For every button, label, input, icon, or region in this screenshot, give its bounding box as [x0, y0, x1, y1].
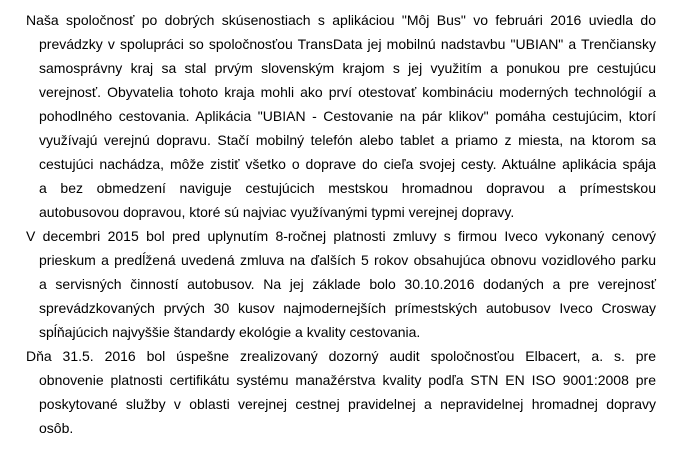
text-line: sprevádzkovaných prvých 30 kusov najmodernejších prímestských autobusov Iveco Crosway	[39, 300, 656, 316]
paragraph-iveco-contract	[26, 224, 656, 344]
text-line: pohodlného cestovania. Aplikácia "UBIAN - Cestovanie na pár klikov" pomáha cestujúcim, ktorí	[39, 108, 656, 124]
text-line: osôb.	[39, 420, 74, 436]
text-line: využívajú verejnú dopravu. Stačí mobilný telefón alebo tablet a priamo z miesta, na ktorom sa	[39, 132, 656, 148]
text-line: prevádzky v spolupráci so spoločnosťou TransData jej mobilnú nadstavbu "UBIAN" a Trenčiansky	[39, 36, 656, 52]
text-line: a servisných činností autobusov. Na jej základe bolo 30.10.2016 dodaných a pre verejnosť	[39, 276, 656, 292]
text-line: poskytované služby v oblasti verejnej cestnej pravidelnej a nepravidelnej hromadnej dopravy	[39, 396, 656, 412]
text-line: samosprávny kraj sa stal prvým slovenským krajom s jej využitím a ponukou pre cestujúcu	[39, 60, 656, 76]
text-line: Dňa 31.5. 2016 bol úspešne zrealizovaný dozorný audit spoločnosťou Elbacert, a. s. pre	[26, 348, 656, 364]
text-line: a bez obmedzení naviguje cestujúcich mestskou hromadnou dopravou a prímestskou	[39, 180, 656, 196]
text-line: obnovenie platnosti certifikátu systému manažérstva kvality podľa STN EN ISO 9001:2008 pre	[39, 372, 656, 388]
text-line: spĺňajúcich najvyššie štandardy ekológie a kvality cestovania.	[39, 324, 421, 340]
text-line: cestujúci nachádza, môže zistiť všetko o doprave do cieľa svojej cesty. Aktuálne aplikácia spája	[39, 156, 656, 172]
paragraph-mobile-app	[26, 8, 656, 224]
document-page	[26, 8, 656, 440]
text-line: V decembri 2015 bol pred uplynutím 8-ročnej platnosti zmluvy s firmou Iveco vykonaný cenový	[26, 228, 656, 244]
paragraph-iso-audit	[26, 344, 656, 440]
text-line: prieskum a predĺžená uvedená zmluva na ďalších 5 rokov obsahujúca obnovu vozidlového parku	[39, 252, 656, 268]
text-line: Naša spoločnosť po dobrých skúsenostiach s aplikáciou "Môj Bus" vo februári 2016 uviedla do	[26, 12, 656, 28]
text-line: autobusovou dopravou, ktoré sú najviac využívanými typmi verejnej dopravy.	[39, 204, 515, 220]
text-line: verejnosť. Obyvatelia tohoto kraja mohli ako prví otestovať kombináciu moderných technológií a	[39, 84, 656, 100]
